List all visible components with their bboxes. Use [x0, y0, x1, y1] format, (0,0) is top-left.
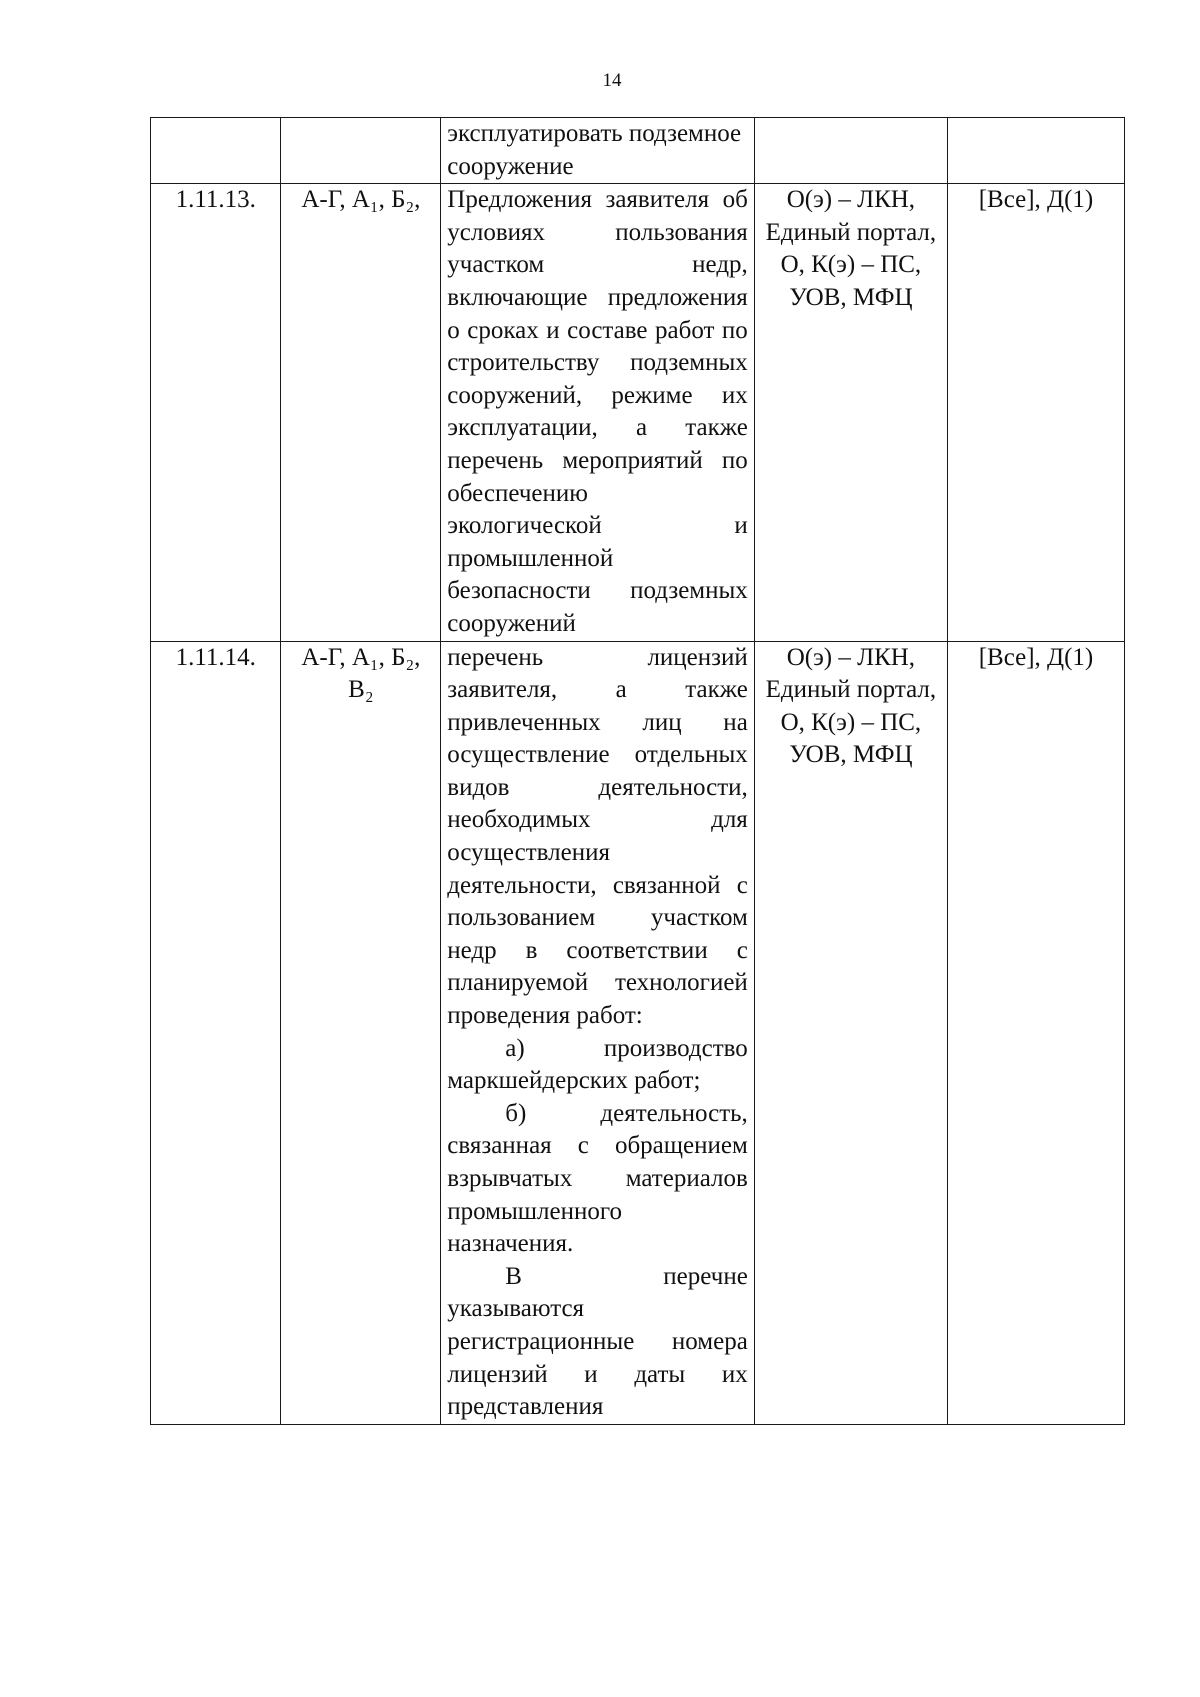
description-intro: перечень лицензий заявителя, а также привлеченных лиц на осуществление отдельных видов деятельности, необходимых для осуществления деятельности, связанной с пользованием участком недр в соответствии с планируемой технологией проведения работ:: [447, 643, 748, 1030]
description-text: Предложения заявителя об условиях пользования участком недр, включающие предложения о сроках и составе работ по строительству подземных сооружений, режиме их эксплуатации, а также перечень мероприятий по обеспечению экологической и промышленной безопасности подземных сооружений: [447, 186, 748, 637]
category-cell: [281, 118, 441, 184]
conditions-cell: [Все], Д(1): [947, 641, 1124, 1424]
category-cell: А-Г, А₁, Б₂,: [281, 184, 441, 641]
description-item-b: б) деятельность, связанная с обращением взрывчатых материалов промышленного назначения.: [447, 1099, 748, 1258]
channels-cell: О(э) – ЛКН, Единый портал, О, К(э) – ПС, УОВ, МФЦ: [754, 184, 947, 641]
description-cell: [441, 118, 755, 184]
row-number-cell: [151, 118, 281, 184]
category-cell: А-Г, А₁, Б₂, В₂: [281, 641, 441, 1424]
channels-cell: О(э) – ЛКН, Единый портал, О, К(э) – ПС, УОВ, МФЦ: [754, 641, 947, 1424]
table-row: [151, 184, 1125, 641]
description-note: В перечне указываются регистрационные номера лицензий и даты их представления: [447, 1262, 748, 1421]
description-cell: [441, 641, 755, 1424]
channels-cell: [754, 118, 947, 184]
description-text: эксплуатировать подземное сооружение: [447, 120, 742, 180]
row-number-cell: 1.11.13.: [151, 184, 281, 641]
page-number: 14: [602, 70, 622, 91]
description-item-a: а) производство маркшейдерских работ;: [447, 1034, 748, 1095]
table-row: [151, 641, 1125, 1424]
table-row: [151, 118, 1125, 184]
conditions-cell: [Все], Д(1): [947, 184, 1124, 641]
requirements-table: [150, 117, 1125, 1425]
description-cell: [441, 184, 755, 641]
conditions-cell: [947, 118, 1124, 184]
row-number-cell: 1.11.14.: [151, 641, 281, 1424]
